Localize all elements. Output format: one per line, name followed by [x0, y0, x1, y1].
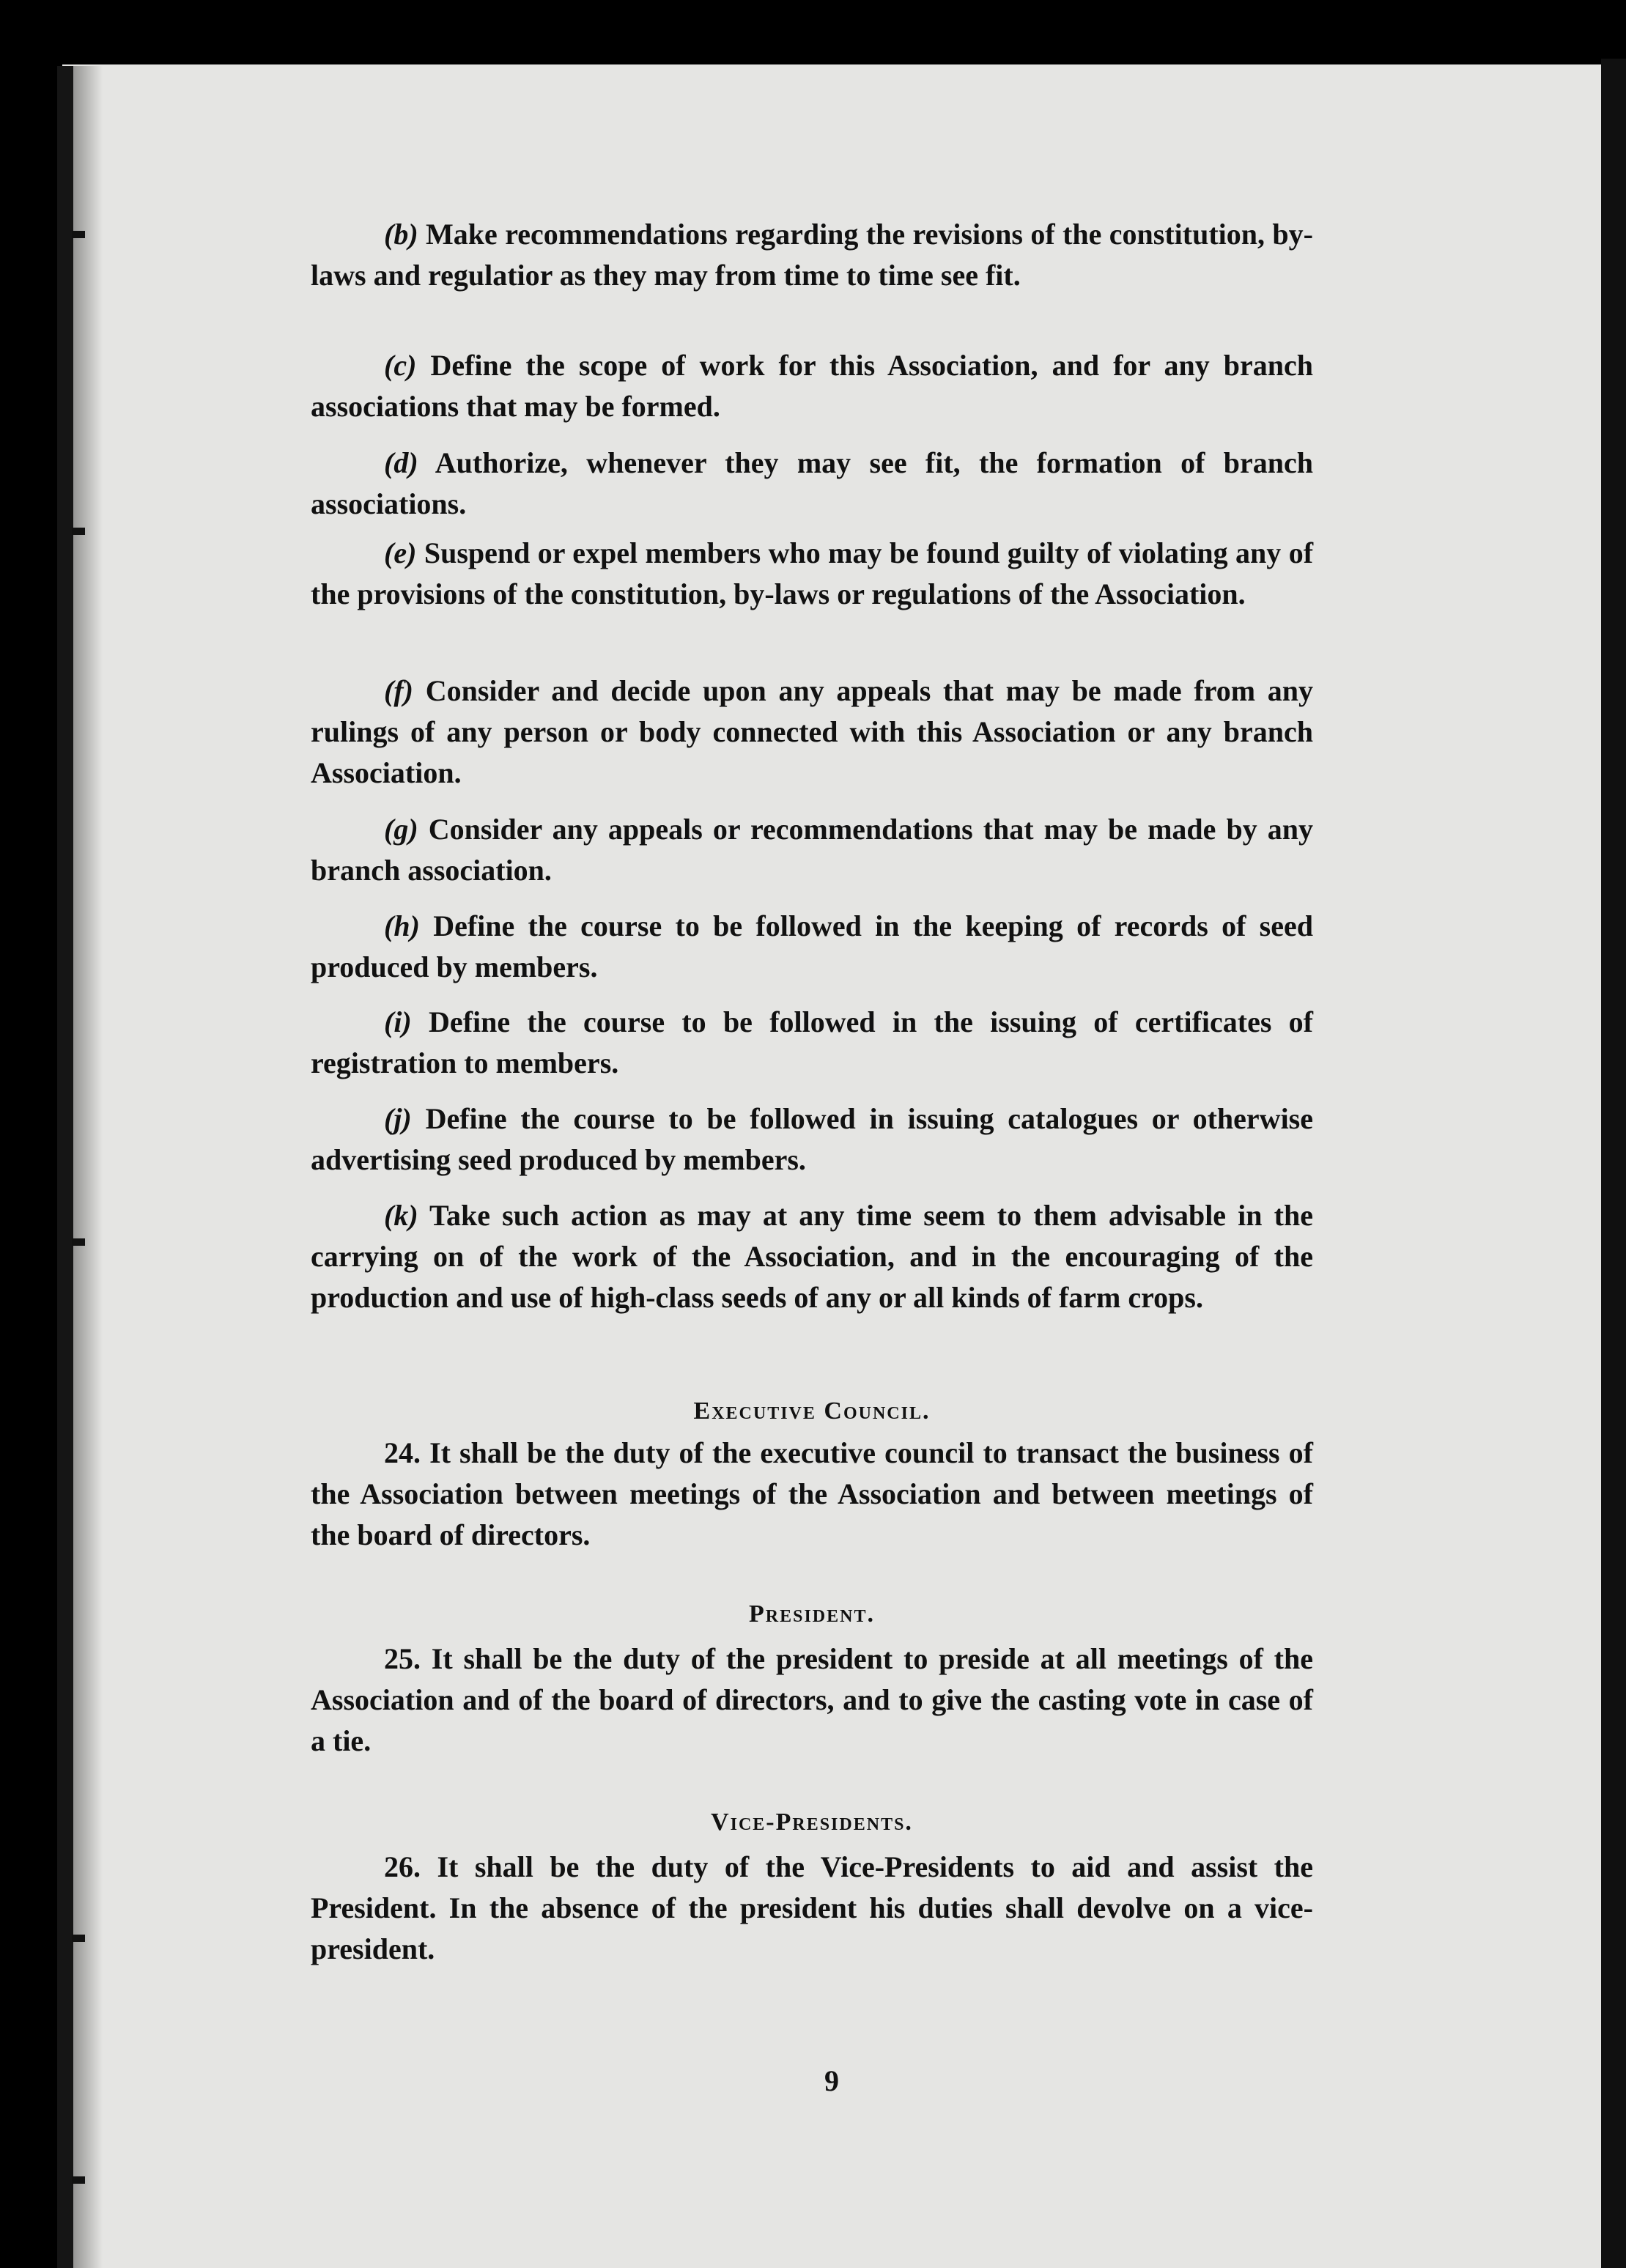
binding-mark — [72, 1238, 85, 1246]
clause-e — [311, 533, 1313, 615]
section-executive-council — [311, 1397, 1313, 1556]
clause-text: Make recommendations regarding the revisions of the constitution, by-laws and regulatior as they may from time to time see fit. — [311, 218, 1314, 292]
clause-label: (j) — [384, 1102, 412, 1135]
section-heading: President. — [749, 1600, 875, 1628]
clause-h — [311, 906, 1313, 988]
binding-mark — [72, 231, 85, 238]
clause-label: (e) — [384, 536, 417, 569]
clause-label: (i) — [384, 1005, 412, 1038]
clause-text: Authorize, whenever they may see fit, the formation of branch associations. — [311, 446, 1313, 520]
clause-label: (b) — [384, 218, 418, 251]
scan-top-border — [0, 0, 1626, 66]
clause-text: Suspend or expel members who may be found guilty of violating any of the provisions of the constitution, by-laws or regulations of the Association. — [311, 536, 1314, 610]
section-number: 25. — [384, 1642, 421, 1675]
clause-label: (g) — [384, 813, 418, 846]
section-heading: Vice-Presidents. — [711, 1809, 913, 1836]
clause-f — [311, 671, 1313, 794]
clause-k — [311, 1195, 1313, 1318]
clause-text: Define the course to be followed in the issuing of certificates of registration to members. — [311, 1005, 1314, 1079]
clause-d — [311, 443, 1313, 525]
section-number: 24. — [384, 1436, 421, 1469]
binding-mark — [72, 1935, 85, 1942]
scan-right-border — [1601, 59, 1626, 2268]
section-president — [311, 1600, 1313, 1762]
section-text: It shall be the duty of the executive council to transact the business of the Association between meetings of the Association and between meetings of the board of directors. — [311, 1436, 1314, 1551]
page-number: 9 — [824, 2064, 839, 2097]
clause-text: Define the course to be followed in issuing catalogues or otherwise advertising seed produced by members. — [311, 1102, 1314, 1176]
clause-label: (d) — [384, 446, 418, 479]
clause-text: Consider any appeals or recommendations that may be made by any branch association. — [311, 813, 1313, 887]
clause-label: (k) — [384, 1199, 418, 1232]
clause-label: (f) — [384, 674, 413, 707]
binding-spine — [57, 66, 73, 2268]
clause-g — [311, 809, 1313, 891]
binding-mark — [72, 528, 85, 535]
clause-label: (h) — [384, 909, 420, 942]
clause-text: Define the scope of work for this Association, and for any branch associations that may be formed. — [311, 349, 1313, 423]
section-number: 26. — [384, 1850, 421, 1883]
clause-c — [311, 345, 1313, 427]
section-vice-presidents — [311, 1809, 1313, 1970]
clause-j — [311, 1098, 1313, 1181]
section-text: It shall be the duty of the Vice-Presidents to aid and assist the President. In the absence of the president his duties shall devolve on a vice-president. — [311, 1850, 1313, 1965]
clause-b — [311, 214, 1313, 296]
section-heading: Executive Council. — [693, 1397, 931, 1425]
section-text: It shall be the duty of the president to preside at all meetings of the Association and of the board of directors, and to give the casting vote in case of a tie. — [311, 1642, 1313, 1757]
clause-label: (c) — [384, 349, 417, 382]
clause-text: Consider and decide upon any appeals that may be made from any rulings of any person or body connected with this Association or any branch Association. — [311, 674, 1314, 789]
binding-mark — [72, 2176, 85, 2184]
clause-text: Define the course to be followed in the keeping of records of seed produced by members. — [311, 909, 1314, 983]
clause-text: Take such action as may at any time seem to them advisable in the carrying on of the work of the Association, and in the encouraging of the production and use of high-class seeds of any or all kinds of farm crops. — [311, 1199, 1313, 1314]
clause-i — [311, 1002, 1313, 1084]
